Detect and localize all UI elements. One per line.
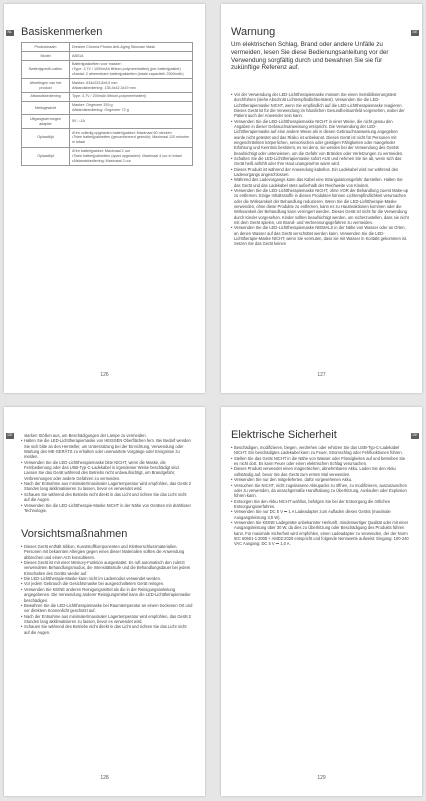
- spec-row: [22, 101, 193, 115]
- spec-value: Type: 3,7V / 200mAh lithium-polymeerbatterij: [70, 92, 193, 101]
- spec-row: [22, 43, 193, 52]
- spec-label: Batterijspecifi-caties: [22, 60, 70, 78]
- spec-value: Masker: Ongeveer 339 g Afstandsbediening: Ongeveer 72 g: [70, 101, 193, 115]
- page-title: Basiskenmerken: [21, 26, 103, 38]
- list-item: • Dieses Produkt verwendet einen magnetischen, abnehmbaren Akku. Laden Sie den Akku vollständig auf, bevor Sie das Gerät zum ersten Mal verwenden.: [231, 466, 409, 477]
- page-number: 126: [100, 372, 109, 378]
- section-title: Vorsichtsmaßnahmen: [21, 528, 128, 540]
- spec-label: Oplaadtijd: [22, 147, 70, 165]
- spec-row: [22, 147, 193, 165]
- spec-value: •Eén volledig opgeladen batterijpakket: Maximaal 60 minuten •Twee batterijpakketten (gecombineerd gebruik): Maximaal 120 minuten in totaal: [70, 129, 193, 147]
- intro-paragraph: Um elektrischen Schlag, Brand oder andere Unfälle zu vermeiden, lesen Sie diese Bedienungsanleitung vor der Verwendung sorgfältig durch und bewahren Sie sie für zukünftige Referenz auf.: [231, 41, 389, 72]
- language-tab: DE: [412, 30, 418, 34]
- list-item: • Verwenden Sie nur den mitgelieferten, dafür vorgesehenen Akku.: [231, 477, 409, 482]
- list-item: • Stellen Sie das Gerät NICHT in die Nähe von Wasser oder Flüssigkeiten auf und betreiben Sie es nicht dort. Es kann Feuer oder einen elektrischen Schlag verursachen.: [231, 456, 409, 467]
- page-title: Warnung: [231, 26, 276, 38]
- list-item: • Verwenden Sie KEINE Ladegeräte unbekannter Herkunft, minderwertiger Qualität oder mit einer Ausgangsleistung über 30 W, da dies zu Überhitzung oder Beschädigung des Produkts führen kann. Für maximale Sicherheit wird empfohlen, einen Ladeadapter zu verwenden, der der Norm IEC 60601-1:2005 + AMD2:2020 entspricht und folgende Nennwerte aufweist: Eingang: 100-240 VAC Ausgang: DC 5 V ⎓ 1,0 A.: [231, 520, 409, 547]
- list-item: • Vor der Verwendung der LED-Lichttherapiemaske müssen Sie einen Sensibilisierungstest durchführen (siehe Abschnitt Lichtempfindlichkeitstest). Verwenden Sie die LED-Lichttherapiemaske NICHT, wenn Sie empfindlich auf die LED-Lichttherapiemaske reagieren. Dieses Gerät ist für die Verwendung im häuslichen Gesundheitsumfeld vorgesehen, wobei der Patient auch der Anwender sein kann.: [231, 92, 409, 119]
- list-item: • Nach der Entnahme aus minimaler/maximaler Lagertemperatur wird empfohlen, das Gerät 2 Stunden lang akklimatisieren zu lassen, bevor es verwendet wird.: [21, 481, 193, 492]
- spec-label: Afmetingen van het product: [22, 79, 70, 93]
- list-item: • Nach der Entnahme aus minimaler/maximaler Lagertemperatur wird empfohlen, das Gerät 2 Stunden lang akklimatisieren zu lassen, bevor es verwendet wird.: [21, 614, 193, 625]
- list-item: • Verwenden Sie die LED-Lichttherapiemaske NICHT, ohne VOR der Behandlung zuerst Make-up zu entfernen. Einige Inhaltsstoffe in diesen Produkten können Lichtempfindlichkeit verursachen oder die Wirksamkeit der Behandlung reduzieren. Wenn Sie die LED-Lichttherapie-Maske verwenden, ohne diese Produkte zu entfernen, kann es zu Hautreaktionen kommen oder die Wirksamkeit der Behandlung kann verringert werden. Dieses Gerät ist nicht für die Verwendung durch Kinder vorgesehen. Kinder sollten beaufsichtigt werden, um sicherzustellen, dass sie nicht mit dem Gerät spielen, um Brand- und Verbrennungsgefahren zu vermeiden.: [231, 188, 409, 225]
- language-tab: NL: [7, 30, 13, 34]
- precautions-list: [21, 544, 193, 635]
- spec-row: [22, 115, 193, 129]
- list-item: • Beschädigen, modifizieren, biegen, verdrehen oder erhitzen Sie das USB-Typ-C-Ladekabel NICHT. Ein beschädigtes Ladekabel kann zu Feuer, Stromschlag oder Fehlfunktionen führen.: [231, 445, 409, 456]
- spec-label: Afstandsbediening: [22, 92, 70, 101]
- list-item: • Verwenden Sie KEINE anderen Reinigungsmittel als die in der Reinigungsanleitung angegebenen. Die Verwendung anderer Reinigungsmittel kann die LED-Lichttherapiemaske beschädigen.: [21, 587, 193, 603]
- specs-table: [21, 42, 193, 166]
- list-item: • Verwenden Sie die LED-Lichttherapiemaske bitte NICHT, wenn die Maske, die Fernbedienung oder das USB-Typ-C-Ladekabel in irgendeiner Weise beschädigt sind. Lassen Sie das Gerät während des Betriebs nicht unbeaufsichtigt, um Brandgefahr, Verbrennungen oder andere Gefahren zu vermeiden.: [21, 460, 193, 481]
- list-item: • Schauen Sie während des Betriebs nicht direkt in das Licht und richten Sie das Licht nicht auf die Augen.: [21, 624, 193, 635]
- list-item: • Vor jedem Gebrauch die Gesichtsmaske bei ausgeschaltetem Gerät reinigen.: [21, 581, 193, 586]
- list-item: • Schauen Sie während des Betriebs nicht direkt in das Licht und richten Sie das Licht nicht auf die Augen.: [21, 492, 193, 503]
- spec-label: Productnaam: [22, 43, 70, 52]
- spec-value: AB01A: [70, 51, 193, 60]
- spec-row: [22, 79, 193, 93]
- list-item: • Dieses Produkt ist während der Anwendung kabellos. Ein Ladekabel wird nur während des Ladevorgangs angeschlossen.: [231, 167, 409, 178]
- page-number: 129: [317, 775, 326, 781]
- list-item: • Dieses Gerät enthält Silikon, Kunststoffkomponenten und Klettverschlussmaterialien. Personen mit bekannten Allergien gegen eines dieser Materialien sollten die Anwendung abbrechen und einen Arzt konsultieren.: [21, 544, 193, 560]
- spec-value: Dreame Chroma Photon Anti-Aging Skincare Mask: [70, 43, 193, 52]
- spec-row: [22, 92, 193, 101]
- spec-value: •Eén batterijpakket: Maximaal 2 uur •Twee batterijpakketten (apart opgeladen): Maximaal 4 uur in totaal •Afstandsbediening: Maximaal 2 uur: [70, 147, 193, 165]
- spec-value: 5V ⎓1A: [70, 115, 193, 129]
- list-item: starken Stößen aus, um Beschädigungen der Lampe zu vermeiden.: [24, 433, 147, 438]
- list-item: • Die LED-Lichttherapie-Maske kann nicht im Lademodus verwendet werden.: [21, 576, 193, 581]
- list-item: • Verwenden Sie nur DC 5 V ⎓ 1 A Ladeadapter zum Aufladen dieses Geräts (maximale Ausgangsleistung 3,5 W).: [231, 509, 409, 520]
- spec-label: Uitgangsvermogen adapter: [22, 115, 70, 129]
- list-item: • Verwenden Sie die LED-Lichttherapiemaske NICHT in einer Weise, die nicht genau den Angaben in dieser Gebrauchsanweisung entspricht. Die Verwendung der LED-Lichttherapiemaske auf eine andere Weise als in diesen Gebrauchsanweisung angegeben wurde nicht getestet und das Risiko ist unbekannt. Dieses Gerät ist nicht für Personen mit eingeschränkten körperlichen, sensorischen oder geistigen Fähigkeiten oder mangelnder Erfahrung und Kenntnis bestimmt, es sei denn, sie werden bei der Verwendung des Geräts beaufsichtigt oder unterwiesen, um die Gefahr von Bränden oder Verletzungen zu vermeiden.: [231, 119, 409, 156]
- spec-label: Oplaadtijd: [22, 129, 70, 147]
- page-number: 127: [317, 372, 326, 378]
- spec-label: Nettogewicht: [22, 101, 70, 115]
- spec-value: Masker: 634x233,8x5,5 mm Afstandsbediening: 135,4x42,3x19 mm: [70, 79, 193, 93]
- page-title: Elektrische Sicherheit: [231, 429, 337, 441]
- spec-row: [22, 129, 193, 147]
- language-tab: DE: [7, 433, 13, 437]
- spec-label: Model: [22, 51, 70, 60]
- list-item: • Dieses Gerät ist mit einer Memory-Funktion ausgestattet. Es ruft automatisch den zuletzt verwendeten Behandlungsmodus, die Intensitätsstufe und die Behandlungsdauer bei jedem Einschalten des Geräts wieder auf.: [21, 560, 193, 576]
- spec-row: [22, 51, 193, 60]
- list-item: • Verwenden Sie die LED-Lichttherapie-Maske NICHT in der Nähe von Geräten mit drahtloser Technologie.: [21, 503, 193, 514]
- spec-value: Batterijpakketten voor masker: •Type: 3,7V / 1000mAh lithium-polymeerbatterij (per batterijpakket) •Aantal: 2 afneembare batterijpakketten (totale capaciteit: 2000mAh): [70, 60, 193, 78]
- warning-list-continued: [21, 433, 193, 513]
- list-item: • Versuchen Sie NICHT, nicht zugelassene Akkupacks zu öffnen, zu modifizieren, auszutauschen oder zu verwenden, da unsachgemäße Handhabung zu Überhitzung, Auslaufen oder Explosion führen kann.: [231, 483, 409, 499]
- language-tab: DE: [412, 433, 418, 437]
- list-item: • Bewahren Sie die LED-Lichttherapiemaske bei Raumtemperatur an einem trockenen Ort und vor direktem Sonnenlicht geschützt auf.: [21, 603, 193, 614]
- list-item: • Während des Ladevorgangs kann das Kabel eine Strangulationsgefahr darstellen. Halten Sie das Gerät und das Ladekabel stets außerhalb der Reichweite von Kindern.: [231, 177, 409, 188]
- page-number: 128: [100, 775, 109, 781]
- spec-row: [22, 60, 193, 78]
- warning-list: [231, 92, 409, 247]
- list-item: • Entsorgen Sie den Akku NICHT wahllos, befolgen Sie bei der Entsorgung die örtlichen Entsorgungsverfahren.: [231, 499, 409, 510]
- list-item: • Halten Sie die LED-Lichttherapiemaske von HEISSEN Oberflächen fern. Bei Bedarf wenden Sie sich bitte an den Hersteller, um Unterstützung bei der Einrichtung, Verwendung oder Wartung des ME-GERÄTS zu erhalten oder unerwartete Vorgänge oder Ereignisse zu melden.: [21, 438, 193, 459]
- manual-page-127: [221, 4, 422, 393]
- manual-page-129: [221, 407, 422, 796]
- manual-page-128: [4, 407, 205, 796]
- manual-page-126: [4, 4, 205, 393]
- list-item: • Verwenden Sie die LED-Lichttherapiemaske NIEMALS in der Nähe von Wasser oder an Orten, an denen Wasser auf das Gerät verschüttet werden kann. Verwenden Sie die LED-Lichttherapie-Maske NICHT, wenn Sie vermuten, dass sie mit Wasser in Kontakt gekommen ist. Setzen Sie das Gerät keinen: [231, 225, 409, 246]
- electrical-safety-list: [231, 445, 409, 547]
- list-item: • Schalten Sie die LED-Lichttherapiemaske sofort AUS und nehmen Sie sie ab, wenn sich das Gerät heiß anfühlt oder Ihre Haut unangenehm warm wird.: [231, 156, 409, 167]
